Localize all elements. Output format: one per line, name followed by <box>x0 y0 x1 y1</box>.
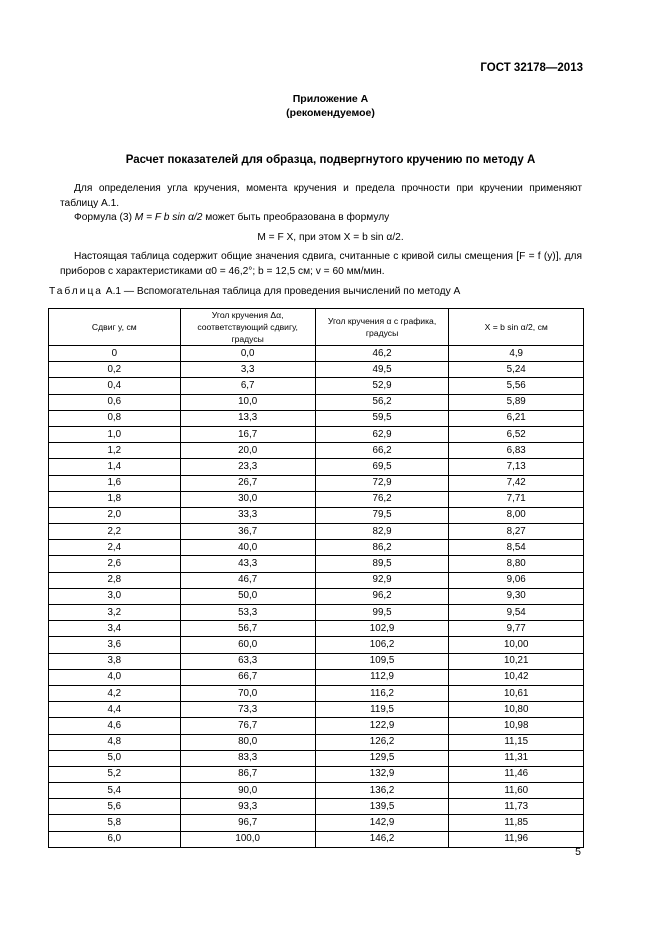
paragraph-2-text: Формула (3) <box>74 212 135 223</box>
table-row <box>49 799 584 815</box>
table-cell: 119,5 <box>315 702 449 718</box>
table-cell: 10,00 <box>449 637 584 653</box>
table-cell: 90,0 <box>180 783 315 799</box>
table-cell: 13,3 <box>180 410 315 426</box>
table-cell: 6,52 <box>449 426 584 442</box>
table-cell: 0,4 <box>49 378 181 394</box>
appendix-title: Приложение А <box>292 93 369 105</box>
header-x-value: X = b sin α/2, см <box>449 309 584 346</box>
page-number: 5 <box>575 846 581 858</box>
table-cell: 92,9 <box>315 572 449 588</box>
table-cell: 8,00 <box>449 507 584 523</box>
auxiliary-table <box>48 308 584 848</box>
table-cell: 2,8 <box>49 572 181 588</box>
table-cell: 11,85 <box>449 815 584 831</box>
table-caption <box>49 286 460 297</box>
table-cell: 76,2 <box>315 491 449 507</box>
table-cell: 10,0 <box>180 394 315 410</box>
table-cell: 69,5 <box>315 459 449 475</box>
table-cell: 3,8 <box>49 653 181 669</box>
table-cell: 26,7 <box>180 475 315 491</box>
table-cell: 96,7 <box>180 815 315 831</box>
table-cell: 49,5 <box>315 362 449 378</box>
table-cell: 10,21 <box>449 653 584 669</box>
table-cell: 4,6 <box>49 718 181 734</box>
table-cell: 6,83 <box>449 443 584 459</box>
table-cell: 9,77 <box>449 621 584 637</box>
table-cell: 99,5 <box>315 605 449 621</box>
table-row <box>49 572 584 588</box>
table-cell: 142,9 <box>315 815 449 831</box>
table-cell: 4,2 <box>49 685 181 701</box>
table-cell: 5,0 <box>49 750 181 766</box>
table-cell: 59,5 <box>315 410 449 426</box>
table-row <box>49 605 584 621</box>
section-heading: Расчет показателей для образца, подвергнутого кручению по методу А <box>125 154 536 166</box>
paragraph-4 <box>60 250 582 279</box>
header-shift: Сдвиг y, см <box>49 309 181 346</box>
table-cell: 11,73 <box>449 799 584 815</box>
table-row <box>49 378 584 394</box>
formula-3: M = F b sin α/2 <box>134 212 203 223</box>
table-row <box>49 702 584 718</box>
table-cell: 63,3 <box>180 653 315 669</box>
table-cell: 56,7 <box>180 621 315 637</box>
table-cell: 109,5 <box>315 653 449 669</box>
table-row <box>49 783 584 799</box>
table-cell: 5,24 <box>449 362 584 378</box>
table-cell: 40,0 <box>180 540 315 556</box>
table-cell: 5,6 <box>49 799 181 815</box>
appendix-subtitle: (рекомендуемое) <box>286 107 375 119</box>
table-cell: 73,3 <box>180 702 315 718</box>
table-cell: 9,06 <box>449 572 584 588</box>
table-cell: 132,9 <box>315 766 449 782</box>
table-cell: 66,2 <box>315 443 449 459</box>
table-cell: 36,7 <box>180 524 315 540</box>
table-cell: 43,3 <box>180 556 315 572</box>
table-cell: 33,3 <box>180 507 315 523</box>
table-cell: 10,98 <box>449 718 584 734</box>
table-cell: 1,8 <box>49 491 181 507</box>
table-caption-text: А.1 — Вспомогательная таблица для проведения вычислений по методу А <box>102 286 461 297</box>
table-row <box>49 346 584 362</box>
table-row <box>49 491 584 507</box>
table-row <box>49 750 584 766</box>
table-row <box>49 362 584 378</box>
table-cell: 4,8 <box>49 734 181 750</box>
table-row <box>49 459 584 475</box>
table-cell: 2,6 <box>49 556 181 572</box>
table-cell: 3,2 <box>49 605 181 621</box>
table-row <box>49 685 584 701</box>
table-cell: 0,6 <box>49 394 181 410</box>
table-row <box>49 815 584 831</box>
table-cell: 1,0 <box>49 426 181 442</box>
table-cell: 4,0 <box>49 669 181 685</box>
table-row <box>49 766 584 782</box>
paragraph-2-tail: может быть преобразована в формулу <box>202 212 390 223</box>
table-cell: 0 <box>49 346 181 362</box>
table-cell: 76,7 <box>180 718 315 734</box>
table-cell: 102,9 <box>315 621 449 637</box>
table-cell: 7,42 <box>449 475 584 491</box>
table-row <box>49 426 584 442</box>
table-row <box>49 831 584 847</box>
table-cell: 5,8 <box>49 815 181 831</box>
standard-number: ГОСТ 32178—2013 <box>480 62 583 74</box>
paragraph-1-text: Для определения угла кручения, момента кручения и предела прочности при кручении применяют таблицу А.1. <box>60 183 582 209</box>
table-cell: 2,0 <box>49 507 181 523</box>
table-cell: 126,2 <box>315 734 449 750</box>
table-cell: 56,2 <box>315 394 449 410</box>
table-caption-label: Таблица <box>49 286 103 297</box>
table-cell: 89,5 <box>315 556 449 572</box>
table-row <box>49 410 584 426</box>
table-cell: 86,7 <box>180 766 315 782</box>
table-cell: 136,2 <box>315 783 449 799</box>
table-cell: 72,9 <box>315 475 449 491</box>
table-cell: 11,31 <box>449 750 584 766</box>
table-cell: 129,5 <box>315 750 449 766</box>
table-cell: 20,0 <box>180 443 315 459</box>
table-row <box>49 556 584 572</box>
table-row <box>49 653 584 669</box>
table-cell: 106,2 <box>315 637 449 653</box>
table-cell: 16,7 <box>180 426 315 442</box>
table-cell: 66,7 <box>180 669 315 685</box>
table-cell: 10,42 <box>449 669 584 685</box>
table-cell: 3,0 <box>49 588 181 604</box>
table-cell: 8,80 <box>449 556 584 572</box>
table-cell: 53,3 <box>180 605 315 621</box>
table-cell: 11,96 <box>449 831 584 847</box>
paragraph-2 <box>60 211 582 226</box>
table-cell: 6,21 <box>449 410 584 426</box>
header-angle-from-graph: Угол кручения α с графика, градусы <box>315 309 449 346</box>
table-row <box>49 718 584 734</box>
table-cell: 3,3 <box>180 362 315 378</box>
table-cell: 70,0 <box>180 685 315 701</box>
table-cell: 8,27 <box>449 524 584 540</box>
table-cell: 96,2 <box>315 588 449 604</box>
table-cell: 11,46 <box>449 766 584 782</box>
table-cell: 0,8 <box>49 410 181 426</box>
table-cell: 2,4 <box>49 540 181 556</box>
table-row <box>49 621 584 637</box>
table-cell: 5,89 <box>449 394 584 410</box>
table-cell: 11,15 <box>449 734 584 750</box>
table-cell: 0,0 <box>180 346 315 362</box>
table-cell: 80,0 <box>180 734 315 750</box>
table-cell: 139,5 <box>315 799 449 815</box>
table-cell: 6,0 <box>49 831 181 847</box>
table-cell: 50,0 <box>180 588 315 604</box>
table-cell: 2,2 <box>49 524 181 540</box>
table-cell: 4,4 <box>49 702 181 718</box>
table-row <box>49 524 584 540</box>
table-cell: 146,2 <box>315 831 449 847</box>
table-cell: 5,2 <box>49 766 181 782</box>
table-cell: 83,3 <box>180 750 315 766</box>
table-cell: 100,0 <box>180 831 315 847</box>
table-cell: 23,3 <box>180 459 315 475</box>
table-row <box>49 443 584 459</box>
table-cell: 3,4 <box>49 621 181 637</box>
table-cell: 116,2 <box>315 685 449 701</box>
table-cell: 5,56 <box>449 378 584 394</box>
formula-transformed: M = F X, при этом X = b sin α/2. <box>257 232 404 243</box>
table-cell: 82,9 <box>315 524 449 540</box>
table-header-row <box>49 309 584 346</box>
table-cell: 122,9 <box>315 718 449 734</box>
paragraph-1 <box>60 182 582 211</box>
table-cell: 93,3 <box>180 799 315 815</box>
table-cell: 86,2 <box>315 540 449 556</box>
table-row <box>49 588 584 604</box>
table-cell: 10,61 <box>449 685 584 701</box>
table-cell: 112,9 <box>315 669 449 685</box>
table-cell: 1,2 <box>49 443 181 459</box>
paragraph-4-text: Настоящая таблица содержит общие значения сдвига, считанные с кривой силы смещения [F = f (y)], для приборов с характеристиками α0 = 46,2°; b = 12,5 см; v = 60 мм/мин. <box>60 251 582 277</box>
table-cell: 62,9 <box>315 426 449 442</box>
table-cell: 9,54 <box>449 605 584 621</box>
table-cell: 1,6 <box>49 475 181 491</box>
table-cell: 3,6 <box>49 637 181 653</box>
table-cell: 10,80 <box>449 702 584 718</box>
table-cell: 46,7 <box>180 572 315 588</box>
table-cell: 6,7 <box>180 378 315 394</box>
table-row <box>49 734 584 750</box>
table-cell: 7,71 <box>449 491 584 507</box>
table-cell: 9,30 <box>449 588 584 604</box>
table-row <box>49 394 584 410</box>
table-cell: 5,4 <box>49 783 181 799</box>
table-cell: 8,54 <box>449 540 584 556</box>
table-row <box>49 475 584 491</box>
table-cell: 7,13 <box>449 459 584 475</box>
table-row <box>49 637 584 653</box>
table-row <box>49 507 584 523</box>
table-row <box>49 669 584 685</box>
table-row <box>49 540 584 556</box>
table-cell: 60,0 <box>180 637 315 653</box>
table-cell: 46,2 <box>315 346 449 362</box>
header-delta-angle: Угол кручения Δα, соответствующий сдвигу, градусы <box>180 309 315 346</box>
table-cell: 11,60 <box>449 783 584 799</box>
table-cell: 52,9 <box>315 378 449 394</box>
table-body <box>49 346 584 848</box>
table-cell: 79,5 <box>315 507 449 523</box>
table-cell: 0,2 <box>49 362 181 378</box>
table-cell: 4,9 <box>449 346 584 362</box>
table-cell: 1,4 <box>49 459 181 475</box>
table-cell: 30,0 <box>180 491 315 507</box>
